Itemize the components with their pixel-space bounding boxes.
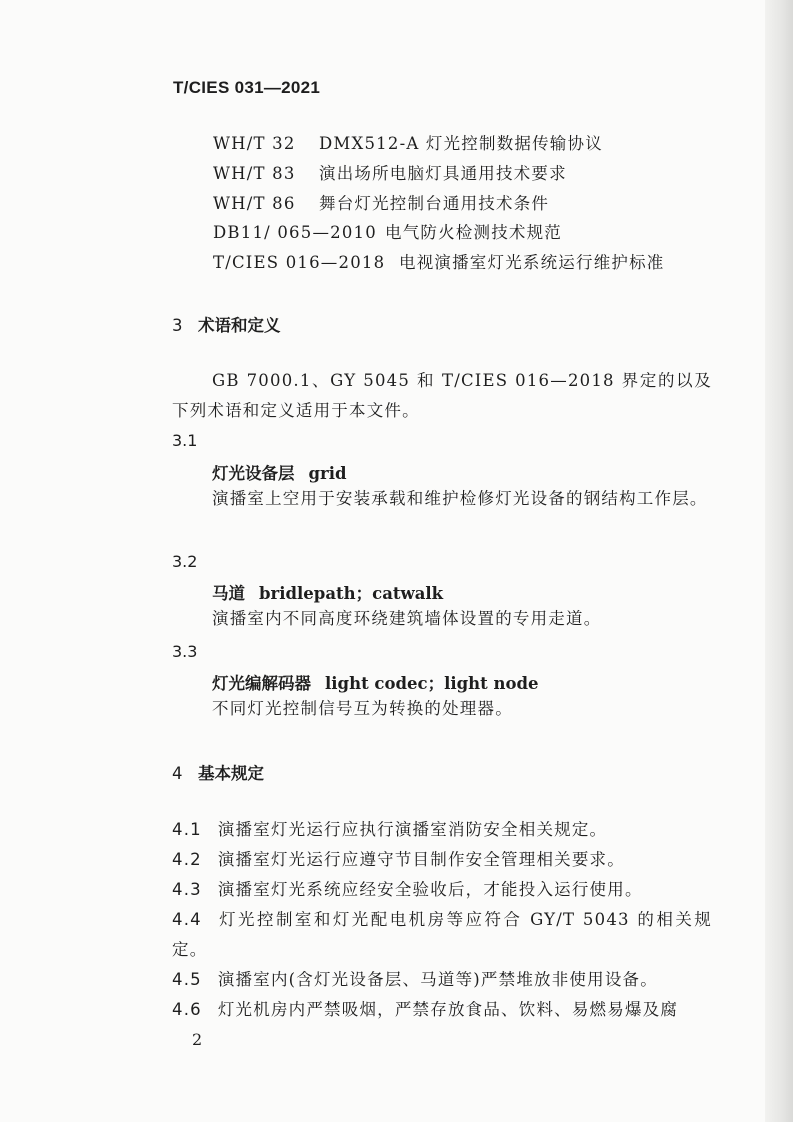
clause-text: 演播室灯光运行应遵守节目制作安全管理相关要求。 — [217, 850, 625, 869]
section-heading — [172, 760, 264, 784]
clause — [172, 905, 712, 965]
term-number: 3.2 — [172, 552, 198, 571]
clause-number: 4.2 — [172, 850, 202, 869]
term-cn: 马道 — [212, 584, 245, 603]
clause — [172, 815, 712, 845]
clause — [172, 995, 712, 1025]
clause-number: 4.1 — [172, 820, 202, 839]
reference-code: WH/T 32 — [213, 134, 296, 153]
clause-number: 4.5 — [172, 970, 202, 989]
section-number: 3 — [172, 316, 183, 335]
section-intro: GB 7000.1、GY 5045 和 T/CIES 016—2018 界定的以及下列术语和定义适用于本文件。 — [172, 371, 712, 420]
term-heading — [212, 460, 347, 484]
clause-number: 4.4 — [172, 910, 202, 929]
page-edge-shadow — [765, 0, 793, 1122]
section-title: 术语和定义 — [198, 316, 281, 335]
clause-text: 演播室灯光运行应执行演播室消防安全相关规定。 — [217, 820, 608, 839]
term-en: light codec；light node — [325, 674, 539, 693]
clause-text: 演播室灯光系统应经安全验收后，才能投入运行使用。 — [217, 880, 643, 899]
term-heading — [212, 670, 539, 694]
reference-code: WH/T 86 — [213, 194, 296, 213]
term-number: 3.1 — [172, 431, 198, 450]
section-heading — [172, 312, 281, 336]
clause-number: 4.6 — [172, 1000, 202, 1019]
page-number: 2 — [192, 1030, 203, 1049]
clause-text: 灯光机房内严禁吸烟，严禁存放食品、饮料、易燃易爆及腐 — [217, 1000, 679, 1019]
term-definition: 不同灯光控制信号互为转换的处理器。 — [212, 699, 513, 718]
reference-item — [213, 249, 665, 273]
section-number: 4 — [172, 764, 183, 783]
clause — [172, 875, 712, 905]
reference-item — [213, 190, 549, 214]
reference-code: T/CIES 016—2018 — [213, 253, 386, 272]
reference-title: 电视演播室灯光系统运行维护标准 — [399, 253, 665, 272]
term-number: 3.3 — [172, 642, 198, 661]
reference-item — [213, 130, 603, 154]
term-cn: 灯光编解码器 — [212, 674, 311, 693]
term-en: grid — [308, 464, 347, 483]
document-id-header: T/CIES 031—2021 — [173, 78, 321, 97]
reference-item — [213, 219, 562, 243]
term-definition: 演播室上空用于安装承载和维护检修灯光设备的钢结构工作层。 — [212, 489, 708, 508]
reference-title: DMX512-A 灯光控制数据传输协议 — [319, 134, 603, 153]
clause-text: 灯光控制室和灯光配电机房等应符合 GY/T 5043 的相关规定。 — [172, 910, 712, 959]
clause — [172, 845, 712, 875]
reference-title: 演出场所电脑灯具通用技术要求 — [319, 164, 567, 183]
reference-item — [213, 160, 567, 184]
term-definition: 演播室内不同高度环绕建筑墙体设置的专用走道。 — [212, 609, 602, 628]
term-cn: 灯光设备层 — [212, 464, 295, 483]
clause-number: 4.3 — [172, 880, 202, 899]
clause — [172, 965, 712, 995]
reference-title: 舞台灯光控制台通用技术条件 — [319, 194, 550, 213]
section-title: 基本规定 — [198, 764, 264, 783]
reference-title: 电气防火检测技术规范 — [385, 223, 562, 242]
clause-text: 演播室内(含灯光设备层、马道等)严禁堆放非使用设备。 — [217, 970, 658, 989]
term-en: bridlepath；catwalk — [259, 584, 444, 603]
term-heading — [212, 580, 443, 604]
reference-code: DB11/ 065—2010 — [213, 223, 377, 242]
reference-code: WH/T 83 — [213, 164, 296, 183]
